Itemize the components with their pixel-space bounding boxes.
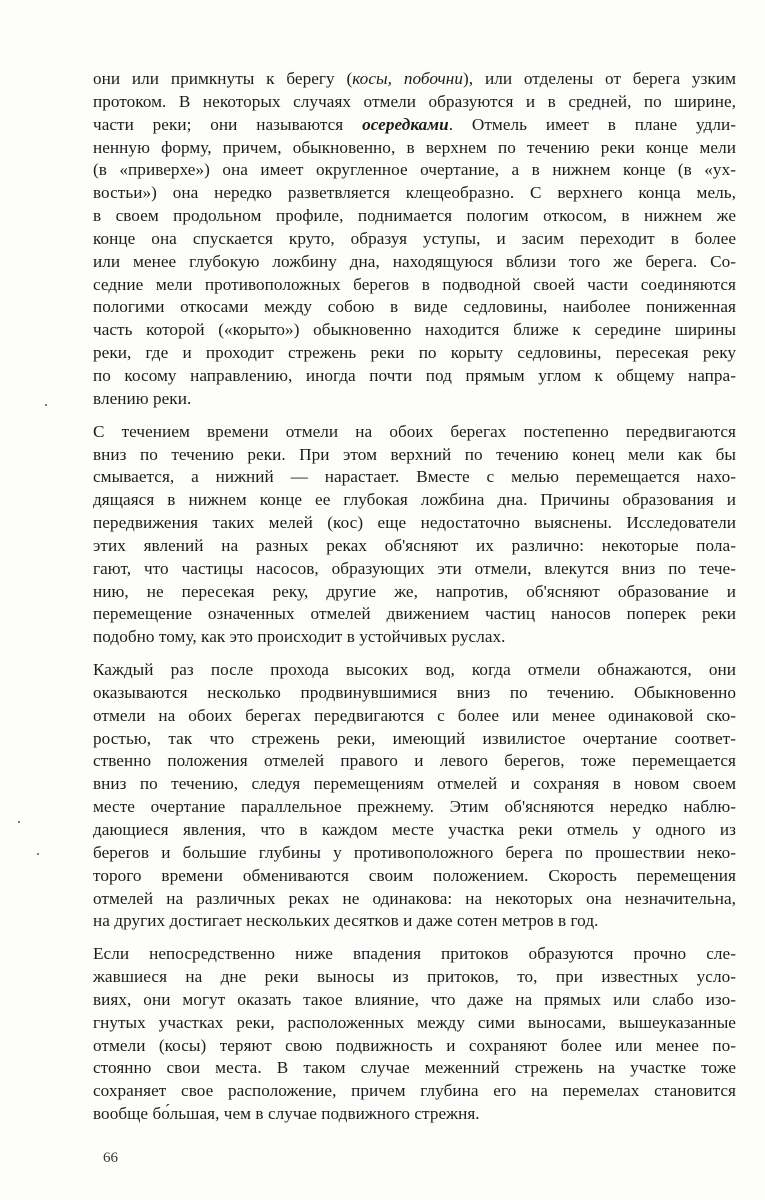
text-span: в своем продольном профиле, поднимается пологим откосом, в нижнем же bbox=[93, 206, 736, 226]
text-line bbox=[93, 1057, 736, 1080]
text-line bbox=[93, 705, 736, 728]
text-line bbox=[93, 910, 736, 933]
text-span: реки, где и проходит стрежень реки по корыту седловины, пересекая реку bbox=[93, 343, 736, 363]
text-line bbox=[93, 626, 736, 649]
text-span: передвижения таких мелей (кос) еще недостаточно выяснены. Исследователи bbox=[93, 513, 736, 533]
text-span: дающиеся явления, что в каждом месте участка реки отмель у одного из bbox=[93, 820, 736, 839]
text-span: Если непосредственно ниже впадения притоков образуются прочно сле- bbox=[93, 944, 736, 964]
text-span: подобно тому, как это происходит в устойчивых руслах. bbox=[93, 627, 506, 647]
text-span: востьи») она нередко разветвляется клещеобразно. С верхнего конца мель, bbox=[93, 183, 736, 203]
text-line bbox=[93, 228, 736, 251]
body-text bbox=[93, 68, 736, 1126]
text-line bbox=[93, 205, 736, 228]
text-line bbox=[93, 489, 736, 512]
text-line bbox=[93, 274, 736, 297]
text-line bbox=[93, 68, 736, 91]
text-span: часть которой («корыто») обыкновенно находится ближе к середине ширины bbox=[93, 320, 736, 340]
text-line bbox=[93, 728, 736, 751]
text-span: этих явлений на разных реках об'ясняют их различно: некоторые пола- bbox=[93, 535, 736, 555]
scan-speck bbox=[45, 404, 47, 406]
text-span: пологими откосами между собою в виде седловины, наиболее пониженная bbox=[93, 297, 736, 317]
text-line bbox=[93, 137, 736, 160]
text-line bbox=[93, 251, 736, 274]
text-line bbox=[93, 114, 736, 137]
text-line bbox=[93, 865, 736, 888]
text-span: конце она спускается круто, образуя уступы, и засим переходит в более bbox=[93, 228, 736, 248]
text-line bbox=[93, 888, 736, 911]
text-line bbox=[93, 512, 736, 535]
text-span: седние мели противоположных берегов в подводной своей части соединяются bbox=[93, 274, 736, 294]
paragraph bbox=[93, 943, 736, 1126]
text-line bbox=[93, 581, 736, 604]
text-line bbox=[93, 773, 736, 796]
text-line bbox=[93, 659, 736, 682]
paragraph bbox=[93, 659, 736, 933]
text-span: месте очертание параллельное прежнему. Этим об'ясняются нередко наблю- bbox=[93, 797, 736, 817]
text-span: ростью, так что стрежень реки, имеющий извилистое очертание соответ- bbox=[93, 728, 736, 748]
paragraph-gap bbox=[93, 933, 736, 943]
text-span: или менее глубокую ложбину дна, находящуюся вблизи того же берега. Со- bbox=[93, 251, 736, 271]
text-line bbox=[93, 319, 736, 342]
text-line bbox=[93, 943, 736, 966]
italic-term: косы, побочни bbox=[352, 69, 464, 88]
text-line bbox=[93, 388, 736, 411]
scan-speck bbox=[18, 821, 20, 823]
paragraph bbox=[93, 421, 736, 649]
text-span: . Отмель имеет в плане удли- bbox=[448, 114, 737, 134]
text-line bbox=[93, 989, 736, 1012]
text-span: стоянно свои места. В таком случае меженний стрежень на участке тоже bbox=[93, 1058, 736, 1078]
text-span: гают, что частицы насосов, образующих эти отмели, влекутся вниз по тече- bbox=[93, 558, 736, 578]
text-span: торого времени обмениваются своим положением. Скорость перемещения bbox=[93, 865, 736, 885]
text-span: они или примкнуты к берегу ( bbox=[93, 69, 353, 88]
text-span: нию, не пересекая реку, другие же, напротив, об'ясняют образование и bbox=[93, 581, 736, 601]
text-span: ненную форму, причем, обыкновенно, в верхнем по течению реки конце мели bbox=[93, 137, 736, 157]
text-span: жавшиеся на дне реки выносы из притоков, то, при известных усло- bbox=[93, 967, 736, 987]
text-span: вниз по течению реки. При этом верхний по течению конец мели как бы bbox=[93, 444, 736, 464]
text-line bbox=[93, 558, 736, 581]
text-span: влению реки. bbox=[93, 388, 192, 408]
text-span: ), или отделены от берега узким bbox=[463, 69, 736, 88]
text-line bbox=[93, 1080, 736, 1103]
text-span: вниз по течению, следуя перемещениям отмелей и сохраняя в новом своем bbox=[93, 774, 736, 794]
text-line bbox=[93, 1012, 736, 1035]
text-span: ственно положения отмелей правого и левого берегов, тоже перемещается bbox=[93, 751, 736, 771]
scan-speck bbox=[37, 853, 39, 855]
text-span: протоком. В некоторых случаях отмели образуются и в средней, по ширине, bbox=[93, 91, 736, 111]
text-span: оказываются несколько продвинувшимися вниз по течению. Обыкновенно bbox=[93, 682, 736, 702]
text-line bbox=[93, 296, 736, 319]
text-span: берегов и большие глубины у противоположного берега по прошествии неко- bbox=[93, 842, 736, 862]
text-line bbox=[93, 342, 736, 365]
paragraph-gap bbox=[93, 649, 736, 659]
text-line bbox=[93, 91, 736, 114]
paragraph bbox=[93, 68, 736, 411]
text-span: виях, они могут оказать такое влияние, что даже на прямых или слабо изо- bbox=[93, 989, 736, 1009]
text-line bbox=[93, 682, 736, 705]
text-line bbox=[93, 159, 736, 182]
text-span: части реки; они называются bbox=[93, 114, 363, 134]
paragraph-gap bbox=[93, 411, 736, 421]
text-span: гнутых участках реки, расположенных между сими выносами, вышеуказанные bbox=[93, 1012, 736, 1032]
text-span: (в «приверхе») она имеет округленное очертание, а в нижнем конце (в «ух- bbox=[93, 160, 736, 180]
text-line bbox=[93, 842, 736, 865]
text-line bbox=[93, 603, 736, 626]
page-number: 66 bbox=[103, 1150, 118, 1166]
text-span: сохраняет свое расположение, причем глубина его на перемелах становится bbox=[93, 1081, 736, 1101]
text-span: С течением времени отмели на обоих берегах постепенно передвигаются bbox=[93, 421, 736, 441]
text-span: на других достигает нескольких десятков и даже сотен метров в год. bbox=[93, 911, 599, 931]
text-line bbox=[93, 365, 736, 388]
text-line bbox=[93, 466, 736, 489]
text-line bbox=[93, 182, 736, 205]
text-span: отмели на обоих берегах передвигаются с более или менее одинаковой ско- bbox=[93, 705, 736, 725]
text-line bbox=[93, 421, 736, 444]
text-line bbox=[93, 535, 736, 558]
text-line bbox=[93, 796, 736, 819]
text-span: по косому направлению, иногда почти под прямым углом к общему напра- bbox=[93, 365, 736, 385]
text-span: отмели (косы) теряют свою подвижность и сохраняют более или менее по- bbox=[93, 1035, 736, 1055]
text-span: дящаяся в нижнем конце ее глубокая ложбина дна. Причины образования и bbox=[93, 490, 736, 510]
italic-bold-term: осередками bbox=[362, 114, 449, 134]
text-span: отмелей на различных реках не одинакова: на некоторых она незначительна, bbox=[93, 888, 736, 908]
text-line bbox=[93, 1035, 736, 1058]
text-line bbox=[93, 966, 736, 989]
text-span: вообще бо́льшая, чем в случае подвижного стрежня. bbox=[93, 1104, 480, 1124]
text-span: перемещение означенных отмелей движением частиц наносов поперек реки bbox=[93, 604, 736, 624]
text-span: смывается, а нижний — нарастает. Вместе с мелью перемещается нахо- bbox=[93, 467, 736, 487]
text-span: Каждый раз после прохода высоких вод, когда отмели обнажаются, они bbox=[93, 660, 736, 680]
text-line bbox=[93, 819, 736, 842]
text-line bbox=[93, 1103, 736, 1126]
text-line bbox=[93, 444, 736, 467]
text-line bbox=[93, 750, 736, 773]
